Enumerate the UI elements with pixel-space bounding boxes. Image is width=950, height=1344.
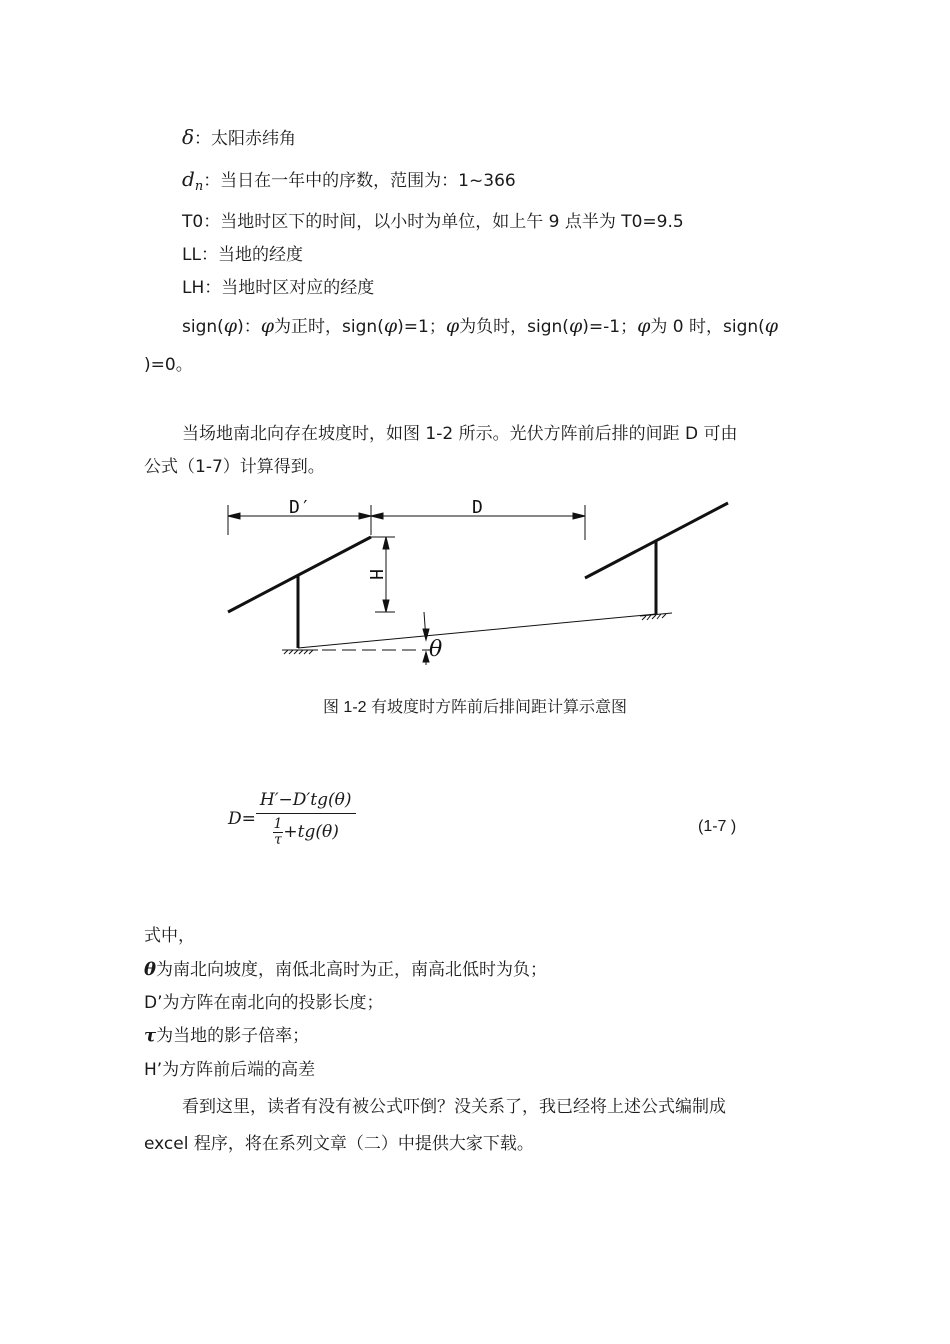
formula-one-over-tau [273, 817, 284, 848]
label-theta: θ [429, 637, 443, 662]
sign-part-b: )： [237, 317, 261, 337]
explanation-dprime: D’为方阵在南北向的投影长度； [144, 993, 384, 1013]
phi-symbol: φ [260, 315, 275, 337]
definition-ll: LL：当地的经度 [182, 245, 303, 265]
formula-den-rest: +tg(θ) [283, 822, 339, 842]
explanation-hprime: H’为方阵前后端的高差 [144, 1060, 316, 1080]
sign-part-a: sign( [182, 317, 224, 337]
sign-part-g: 为 0 时，sign( [650, 317, 765, 337]
paragraph-line-1: 当场地南北向存在坡度时，如图 1-2 所示。光伏方阵前后排的间距 D 可由 [182, 424, 738, 444]
sign-part-d: )=1； [397, 317, 446, 337]
definition-lh: LH：当地时区对应的经度 [182, 278, 375, 298]
closing-line-2: excel 程序，将在系列文章（二）中提供大家下载。 [144, 1134, 534, 1154]
closing-line-1: 看到这里，读者有没有被公式吓倒？没关系了，我已经将上述公式编制成 [182, 1097, 726, 1117]
label-h: H [365, 569, 386, 580]
figure-caption: 图 1-2 有坡度时方阵前后排间距计算示意图 [322, 699, 628, 716]
tau-text: 为当地的影子倍率； [156, 1026, 310, 1046]
phi-symbol: φ [637, 315, 651, 337]
phi-symbol: φ [383, 315, 398, 337]
formula-denominator [256, 814, 356, 848]
definition-sign-line2: )=0。 [144, 355, 193, 375]
dn-text: ：当日在一年中的序数，范围为：1~366 [203, 171, 516, 191]
formula-numerator: H′−D′tg(θ) [256, 790, 356, 814]
formula-fraction [256, 790, 356, 848]
sign-part-c: 为正时，sign( [274, 317, 384, 337]
formula-den-tau: τ [274, 832, 282, 848]
explanation-theta [144, 955, 547, 980]
phi-symbol: φ [445, 315, 460, 337]
explanation-intro: 式中， [144, 926, 195, 946]
theta-symbol: θ [144, 959, 157, 980]
sign-part-f: )=-1； [582, 317, 638, 337]
delta-symbol: δ [182, 125, 195, 149]
label-d-prime: D′ [289, 497, 311, 518]
explanation-tau [144, 1021, 309, 1046]
dn-subscript: n [194, 179, 204, 194]
phi-symbol: φ [568, 315, 583, 337]
phi-symbol: φ [223, 315, 238, 337]
dn-symbol: d [182, 167, 195, 191]
delta-text: ：太阳赤纬角 [194, 129, 297, 149]
sign-part-e: 为负时，sign( [459, 317, 569, 337]
theta-text: 为南北向坡度，南低北高时为正，南高北低时为负； [156, 960, 548, 980]
formula-lhs: D= [228, 809, 256, 829]
definition-t0: T0：当地时区下的时间，以小时为单位，如上午 9 点半为 T0=9.5 [182, 212, 684, 232]
paragraph-line-2: 公式（1-7）计算得到。 [144, 457, 325, 477]
tau-symbol: τ [144, 1025, 157, 1046]
label-d: D [472, 497, 483, 518]
equation-number: (1-7 ) [698, 818, 737, 835]
phi-symbol: φ [764, 315, 779, 337]
formula-1-7 [228, 790, 356, 848]
formula-den-one: 1 [273, 816, 283, 832]
